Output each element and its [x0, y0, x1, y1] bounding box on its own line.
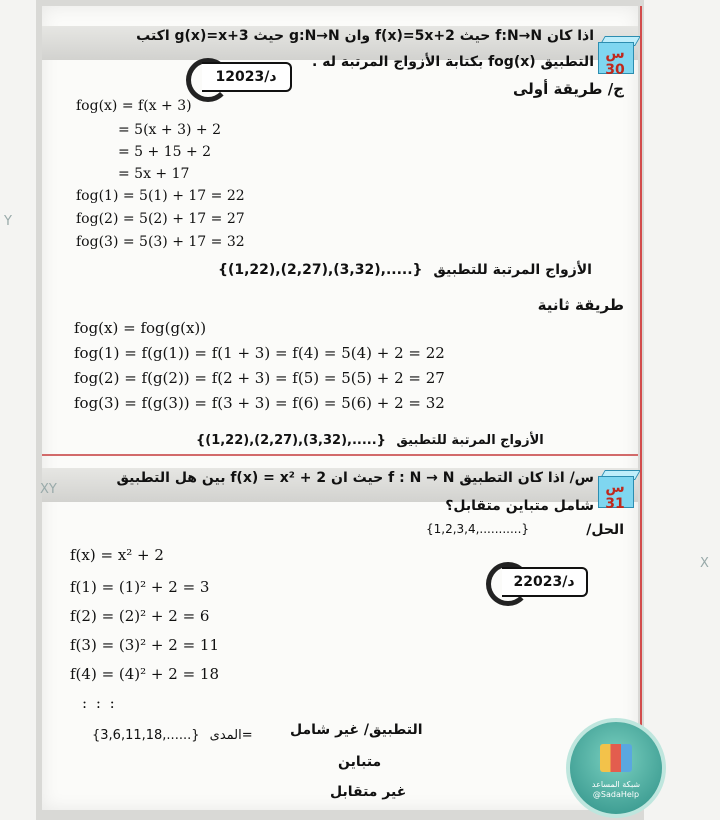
- q31-line-1: f(x) = x² + 2: [70, 546, 164, 564]
- method-1-line-5: fog(1) = 5(1) + 17 = 22: [76, 188, 245, 204]
- method-1-line-3: = 5 + 15 + 2: [118, 144, 212, 160]
- solution-label: الحل/: [586, 522, 624, 538]
- method-2-line-1: fog(x) = fog(g(x)): [74, 319, 207, 337]
- answer-surjective: التطبيق/ غير شامل: [290, 722, 423, 738]
- method-2-line-2: fog(1) = f(g(1)) = f(1 + 3) = f(4) = 5(4) + 2 = 22: [74, 344, 445, 362]
- q31-line-5: f(4) = (4)² + 2 = 18: [70, 665, 220, 683]
- question-31-text: س/ اذا كان التطبيق f : N → N حيث ان f(x) = x² + 2 بين هل التطبيق: [116, 470, 594, 486]
- question-31-number: س 31: [605, 480, 625, 512]
- question-30-text-2: التطبيق fog(x) بكتابة الأزواج المرتبة له .: [312, 54, 594, 70]
- range-label: المدى=: [209, 728, 253, 743]
- logo-text: شبكة المساعد @SadaHelp: [591, 780, 641, 799]
- q31-line-3: f(2) = (2)² + 2 = 6: [70, 607, 210, 625]
- q31-line-2: f(1) = (1)² + 2 = 3: [70, 578, 210, 596]
- answer-injective: متباين: [338, 754, 382, 770]
- method-1-line-1: fog(x) = f(x + 3): [76, 98, 192, 114]
- method-1-line-4: = 5x + 17: [118, 166, 190, 182]
- question-31-cube-icon: [598, 470, 638, 512]
- method-2-pairs-label: الأزواج المرتبة للتطبيق: [396, 433, 544, 448]
- method-2-line-3: fog(2) = f(g(2)) = f(2 + 3) = f(5) = 5(5) + 2 = 27: [74, 369, 445, 387]
- method-2-line-4: fog(3) = f(g(3)) = f(3 + 3) = f(6) = 5(6) + 2 = 32: [74, 394, 445, 412]
- method-1-line-7: fog(3) = 5(3) + 17 = 32: [76, 234, 245, 250]
- question-30-cube-icon: [598, 36, 638, 78]
- worksheet-photo: [36, 0, 644, 820]
- book-icon: [600, 744, 632, 772]
- q31-line-4: f(3) = (3)² + 2 = 11: [70, 636, 220, 654]
- method-1-line-2: = 5(x + 3) + 2: [118, 122, 221, 138]
- question-31-text-2: شامل متباين متقابل؟: [445, 498, 594, 514]
- question-30-number: س 30: [605, 46, 625, 78]
- range-set: {3,6,11,18,......}: [92, 728, 200, 743]
- domain-set: {1,2,3,4,...........}: [426, 522, 530, 536]
- margin-line: [640, 6, 642, 810]
- method-1-pairs-label: الأزواج المرتبة للتطبيق: [433, 262, 592, 278]
- method-2-pairs-set: {(1,22),(2,27),(3,32),.....}: [196, 433, 386, 448]
- question-30-text: اذا كان f:N→N حيث f(x)=5x+2 وان g:N→N حيث g(x)=x+3 اكتب: [136, 28, 594, 44]
- year-badge-1: 1د/2023: [202, 62, 292, 92]
- worksheet-sheet: [42, 6, 638, 810]
- year-badge-2: 2د/2023: [502, 567, 588, 597]
- answer-not-bijective: غير متقابل: [330, 784, 407, 800]
- method-1-pairs-set: {(1,22),(2,27),(3,32),.....}: [218, 262, 423, 278]
- method-1-line-6: fog(2) = 5(2) + 17 = 27: [76, 211, 245, 227]
- method-1-title: ج/ طريقة أولى: [513, 80, 624, 98]
- method-2-title: طريقة ثانية: [537, 296, 624, 314]
- site-logo: [566, 718, 666, 818]
- q31-dots: : : :: [82, 694, 117, 712]
- section-divider: [42, 454, 638, 456]
